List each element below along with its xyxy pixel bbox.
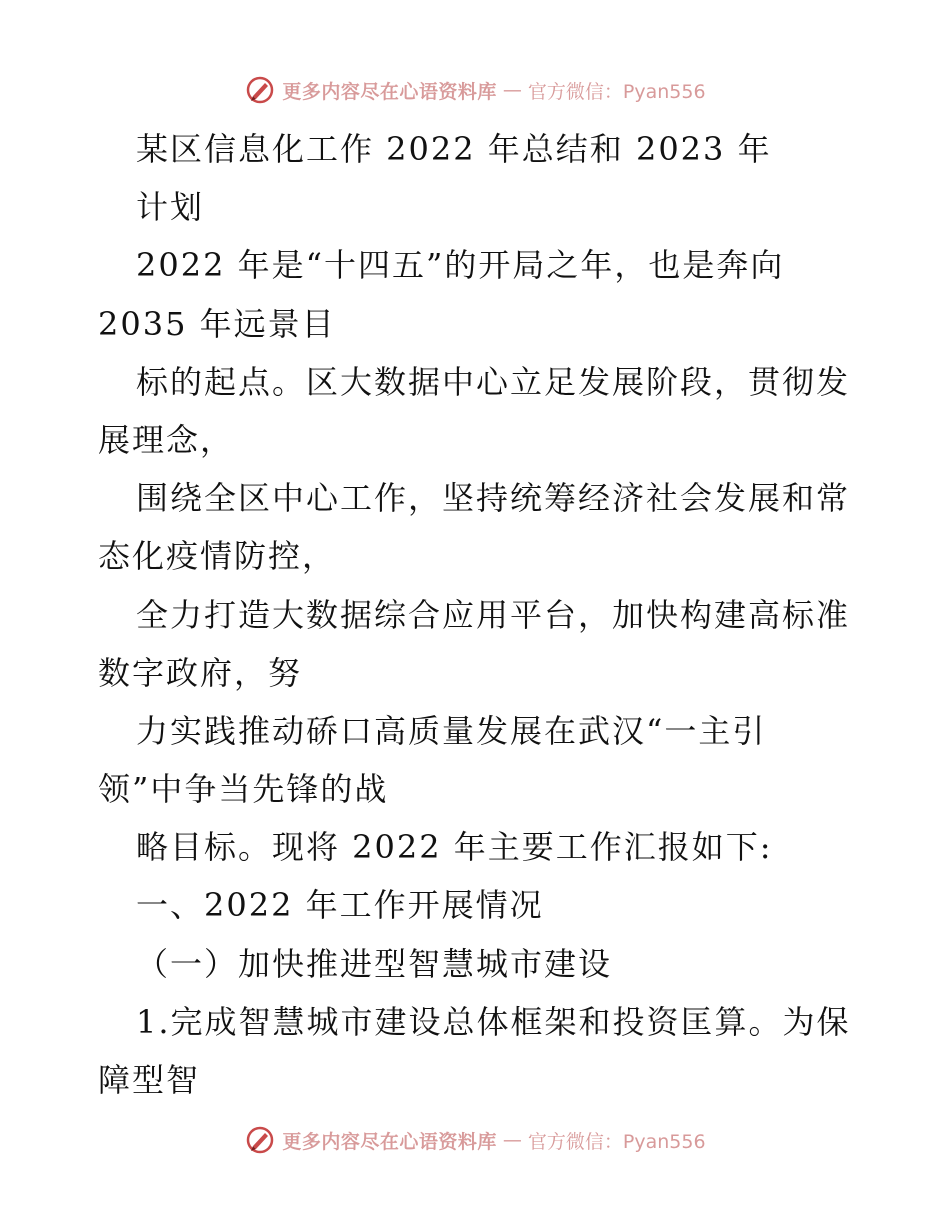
text-line: 2022 年是“十四五”的开局之年，也是奔向 xyxy=(136,246,785,285)
text-line: 展理念， xyxy=(98,420,235,459)
text-line: 态化疫情防控， xyxy=(98,537,337,576)
text-line: 略目标。现将 2022 年主要工作汇报如下: xyxy=(136,828,773,867)
watermark-text: 更多内容尽在心语资料库 xyxy=(282,1130,497,1153)
brush-pen-logo-icon xyxy=(244,1124,276,1156)
text-line: 领”中争当先锋的战 xyxy=(98,770,389,809)
text-line: 全力打造大数据综合应用平台，加快构建高标准 xyxy=(136,595,851,634)
text-line: 1.完成智慧城市建设总体框架和投资匡算。为保 xyxy=(136,1002,851,1041)
watermark-contact: 官方微信：Pyan556 xyxy=(527,80,706,103)
text-line: 某区信息化工作 2022 年总结和 2023 年 xyxy=(136,130,772,168)
brush-pen-logo-icon xyxy=(244,74,276,106)
watermark-text: 更多内容尽在心语资料库 xyxy=(282,80,497,103)
watermark-separator: — xyxy=(502,1129,522,1151)
watermark-separator: — xyxy=(502,79,522,101)
document-body xyxy=(98,120,858,1109)
text-line: 标的起点。区大数据中心立足发展阶段，贯彻发 xyxy=(136,362,851,401)
text-line: 计划 xyxy=(136,188,205,227)
subsection-heading: （一）加快推进型智慧城市建设 xyxy=(136,944,613,983)
header-watermark xyxy=(0,70,950,110)
text-line: 障型智 xyxy=(98,1061,201,1099)
text-line: 围绕全区中心工作，坚持统筹经济社会发展和常 xyxy=(136,479,851,518)
text-line: 数字政府，努 xyxy=(98,653,303,692)
footer-watermark xyxy=(0,1120,950,1160)
text-line: 2035 年远景目 xyxy=(98,304,336,343)
section-heading: 一、2022 年工作开展情况 xyxy=(136,886,544,925)
watermark-contact: 官方微信：Pyan556 xyxy=(527,1130,706,1153)
text-line: 力实践推动硚口高质量发展在武汉“一主引 xyxy=(136,711,767,750)
